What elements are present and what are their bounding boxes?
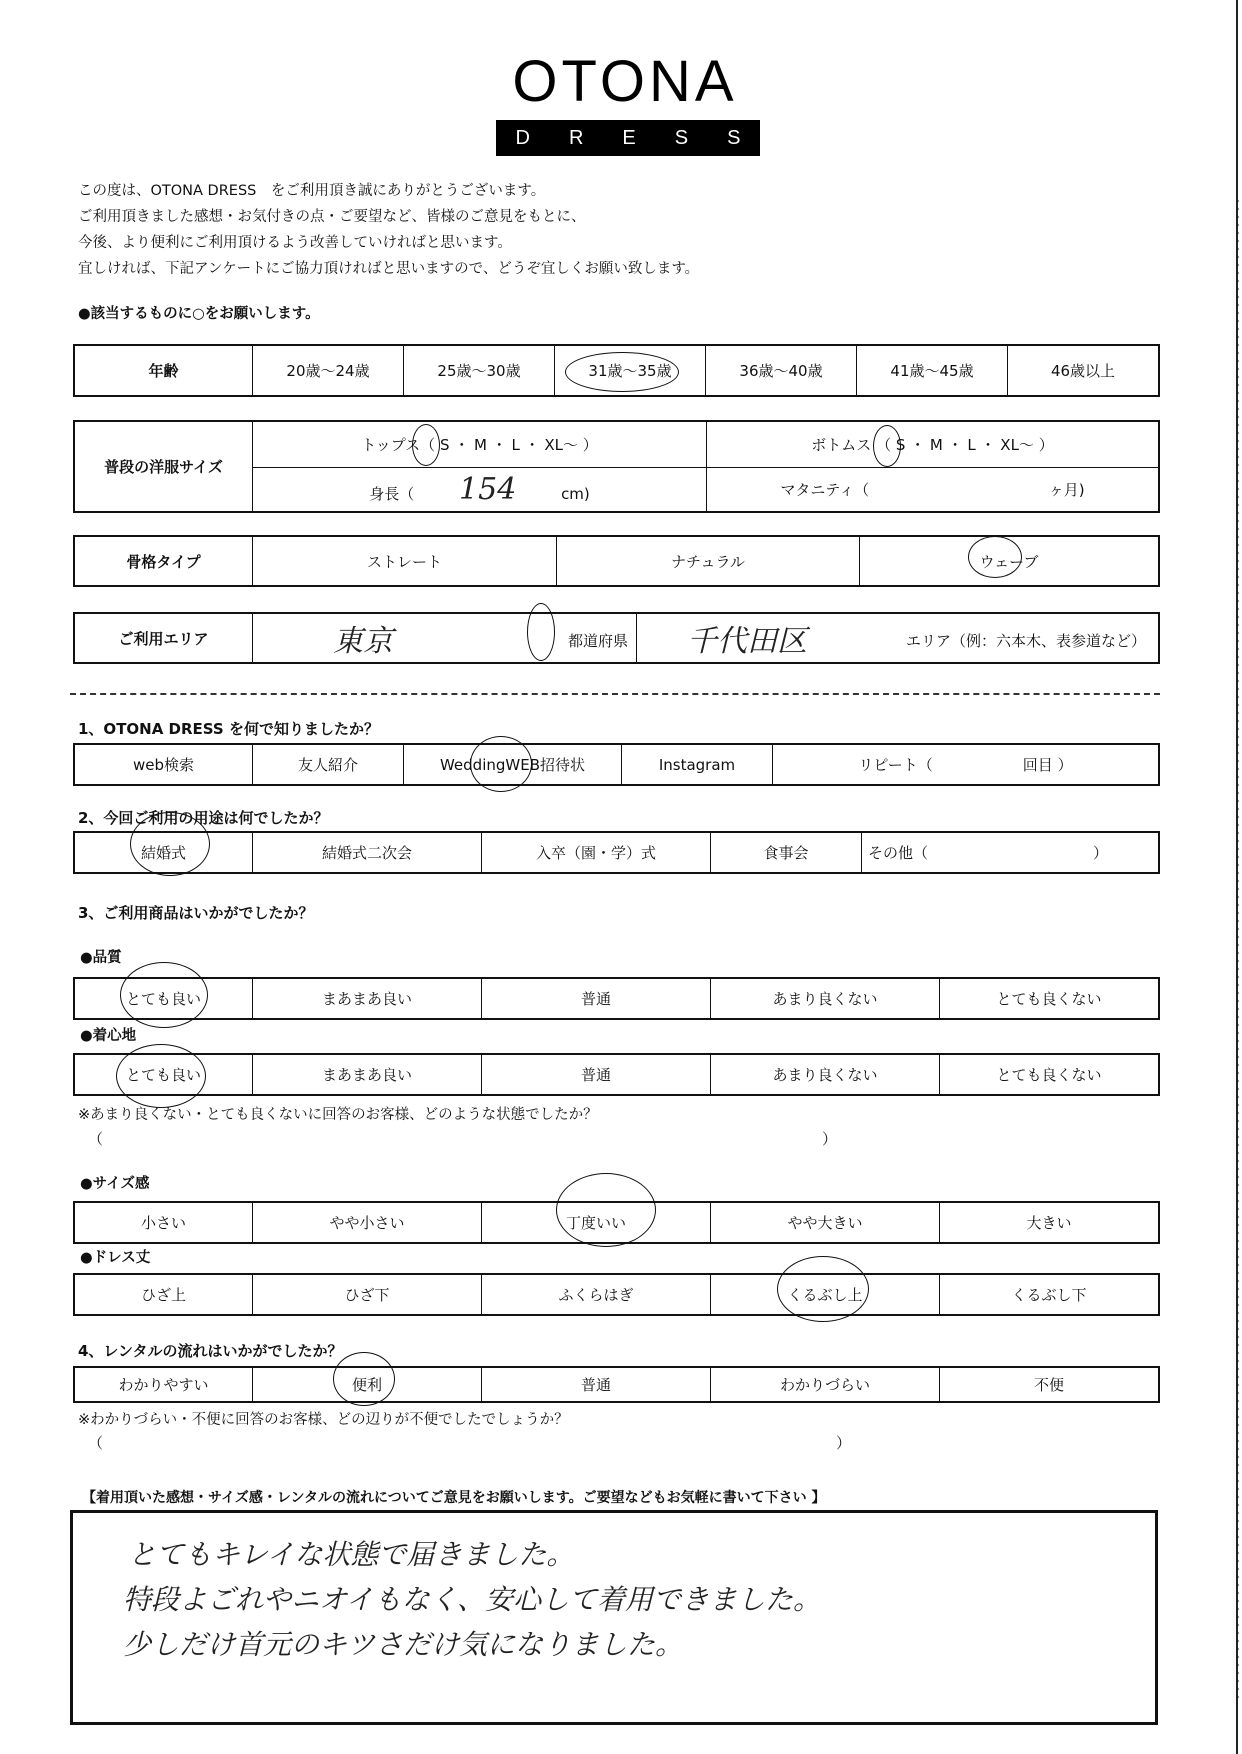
q1-option-selected[interactable]: WeddingWEB招待状: [404, 744, 622, 785]
maternity-label: マタニティ（: [780, 480, 870, 499]
q4-note-close: ）: [836, 1434, 852, 1452]
quality-option[interactable]: とても良くない: [940, 978, 1160, 1019]
prefecture-value: 東京: [333, 624, 393, 659]
size-feel-label: ●サイズ感: [80, 1176, 150, 1192]
intro-line: 今後、より便利にご利用頂けるよう改善していければと思います。: [78, 235, 512, 251]
logo-dress: [496, 120, 760, 156]
q2-option[interactable]: 食事会: [711, 832, 862, 873]
q4-note-open: （: [88, 1434, 104, 1452]
q4-title: 4、レンタルの流れはいかがでしたか？: [78, 1342, 343, 1360]
bottoms-size[interactable]: [707, 421, 1160, 467]
size-feel-option[interactable]: 小さい: [74, 1202, 253, 1243]
body-type-table: [73, 535, 1160, 587]
logo-letter: D: [515, 126, 530, 149]
q4-option[interactable]: わかりやすい: [74, 1367, 253, 1402]
q2-option[interactable]: 結婚式二次会: [253, 832, 482, 873]
q2-table: [73, 831, 1160, 874]
age-option[interactable]: 36歳～40歳: [706, 345, 857, 396]
body-type-label: 骨格タイプ: [74, 536, 253, 586]
area-table: [73, 612, 1160, 664]
q1-option[interactable]: web検索: [74, 744, 253, 785]
length-table: [73, 1273, 1160, 1316]
comfort-option[interactable]: まあまあ良い: [253, 1054, 482, 1095]
tops-options: S ・ M ・ L ・ XL～ ）: [439, 435, 598, 454]
comments-box[interactable]: [70, 1510, 1158, 1725]
length-option[interactable]: くるぶし下: [940, 1274, 1160, 1315]
body-type-option[interactable]: ストレート: [253, 536, 557, 586]
quality-option-selected[interactable]: とても良い: [74, 978, 253, 1019]
length-option[interactable]: ひざ上: [74, 1274, 253, 1315]
intro-text: [78, 178, 699, 282]
bottoms-label: ボトムス （: [811, 435, 892, 454]
q3-note: ※あまり良くない・とても良くないに回答のお客様、どのような状態でしたか？: [78, 1107, 598, 1123]
q2-option[interactable]: その他（ ）: [862, 832, 1160, 873]
length-option[interactable]: ふくらはぎ: [482, 1274, 711, 1315]
quality-option[interactable]: 普通: [482, 978, 711, 1019]
area-hint: エリア（例：六本木、表参道など）: [905, 632, 1146, 650]
quality-label: ●品質: [80, 950, 122, 966]
q3-note-close: ）: [822, 1130, 838, 1148]
tops-size[interactable]: [253, 421, 707, 467]
logo-letter: E: [622, 126, 636, 149]
area-value: 千代田区: [687, 624, 807, 659]
intro-line: この度は、OTONA DRESS をご利用頂き誠にありがとうございます。: [78, 183, 546, 199]
comfort-table: [73, 1053, 1160, 1096]
length-option[interactable]: ひざ下: [253, 1274, 482, 1315]
quality-option[interactable]: あまり良くない: [711, 978, 940, 1019]
q1-title: 1、OTONA DRESS を何で知りましたか？: [78, 720, 379, 738]
age-option[interactable]: 20歳～24歳: [253, 345, 404, 396]
logo-letter: S: [727, 126, 741, 149]
q2-title: 2、今回ご利用の用途は何でしたか？: [78, 809, 329, 827]
area-label: ご利用エリア: [74, 613, 253, 663]
comfort-label: ●着心地: [80, 1028, 137, 1044]
age-label: 年齢: [74, 345, 253, 396]
area-field[interactable]: [637, 613, 1160, 663]
instruction: ●該当するものに○をお願いします。: [78, 306, 320, 322]
age-option[interactable]: 46歳以上: [1008, 345, 1160, 396]
section-divider: [70, 693, 1160, 695]
body-type-option-selected[interactable]: ウェーブ: [860, 536, 1160, 586]
bottoms-options: S ・ M ・ L ・ XL～ ）: [895, 435, 1054, 454]
q4-option[interactable]: わかりづらい: [711, 1367, 940, 1402]
tops-label: トップス（: [361, 435, 436, 454]
comment-line: とてもキレイな状態で届きました。: [128, 1538, 575, 1571]
comfort-option[interactable]: とても良くない: [940, 1054, 1160, 1095]
size-feel-option[interactable]: やや小さい: [253, 1202, 482, 1243]
page-edge-dots: [1238, 200, 1239, 1700]
length-option-selected[interactable]: くるぶし上: [711, 1274, 940, 1315]
comments-title: 【着用頂いた感想・サイズ感・レンタルの流れについてご意見をお願いします。ご要望などもお気軽に書いて下さい 】: [82, 1490, 826, 1506]
q2-option[interactable]: 入卒（園・学）式: [482, 832, 711, 873]
q1-option[interactable]: Instagram: [622, 744, 773, 785]
height-field[interactable]: [253, 467, 707, 512]
quality-option[interactable]: まあまあ良い: [253, 978, 482, 1019]
size-feel-option[interactable]: 大きい: [940, 1202, 1160, 1243]
comment-line: 少しだけ首元のキツさだけ気になりました。: [123, 1628, 684, 1661]
q1-table: [73, 743, 1160, 786]
prefecture-field[interactable]: [253, 613, 637, 663]
logo-otona: OTONA: [512, 49, 738, 114]
body-type-option[interactable]: ナチュラル: [557, 536, 860, 586]
size-feel-table: [73, 1201, 1160, 1244]
q3-note-open: （: [88, 1130, 104, 1148]
size-label: 普段の洋服サイズ: [74, 421, 253, 512]
height-unit: cm): [561, 484, 590, 503]
age-table: [73, 344, 1160, 397]
size-table: [73, 420, 1160, 513]
comfort-option[interactable]: 普通: [482, 1054, 711, 1095]
intro-line: 宜しければ、下記アンケートにご協力頂ければと思いますので、どうぞ宜しくお願い致します。: [78, 261, 700, 277]
logo-letter: S: [674, 126, 689, 149]
q4-option[interactable]: 普通: [482, 1367, 711, 1402]
q3-title: 3、ご利用商品はいかがでしたか？: [78, 904, 314, 922]
height-label: 身長（: [369, 484, 415, 503]
intro-line: ご利用頂きました感想・お気付きの点・ご要望など、皆様のご意見をもとに、: [78, 209, 586, 225]
maternity-unit: ヶ月): [1048, 480, 1085, 499]
q4-table: [73, 1366, 1160, 1403]
logo-letter: R: [568, 126, 584, 149]
age-option[interactable]: 25歳～30歳: [404, 345, 555, 396]
height-value: 154: [459, 471, 517, 507]
q4-note: ※わかりづらい・不便に回答のお客様、どの辺りが不便でしたでしょうか？: [78, 1412, 569, 1428]
comfort-option[interactable]: あまり良くない: [711, 1054, 940, 1095]
comfort-option-selected[interactable]: とても良い: [74, 1054, 253, 1095]
q1-option[interactable]: リピート（ 回目 ）: [773, 744, 1160, 785]
size-feel-option-selected[interactable]: 丁度いい: [482, 1202, 711, 1243]
q1-option[interactable]: 友人紹介: [253, 744, 404, 785]
comment-line: 特段よごれやニオイもなく、安心して着用できました。: [123, 1583, 822, 1616]
q4-option-selected[interactable]: 便利: [253, 1367, 482, 1402]
age-option[interactable]: 41歳～45歳: [857, 345, 1008, 396]
age-option-selected[interactable]: 31歳～35歳: [555, 345, 706, 396]
maternity-field[interactable]: [707, 467, 1160, 512]
prefecture-suffix: 都道府県: [567, 632, 628, 650]
quality-table: [73, 977, 1160, 1020]
q4-option[interactable]: 不便: [940, 1367, 1160, 1402]
size-feel-option[interactable]: やや大きい: [711, 1202, 940, 1243]
q2-option-selected[interactable]: 結婚式: [74, 832, 253, 873]
length-label: ●ドレス丈: [80, 1250, 151, 1266]
